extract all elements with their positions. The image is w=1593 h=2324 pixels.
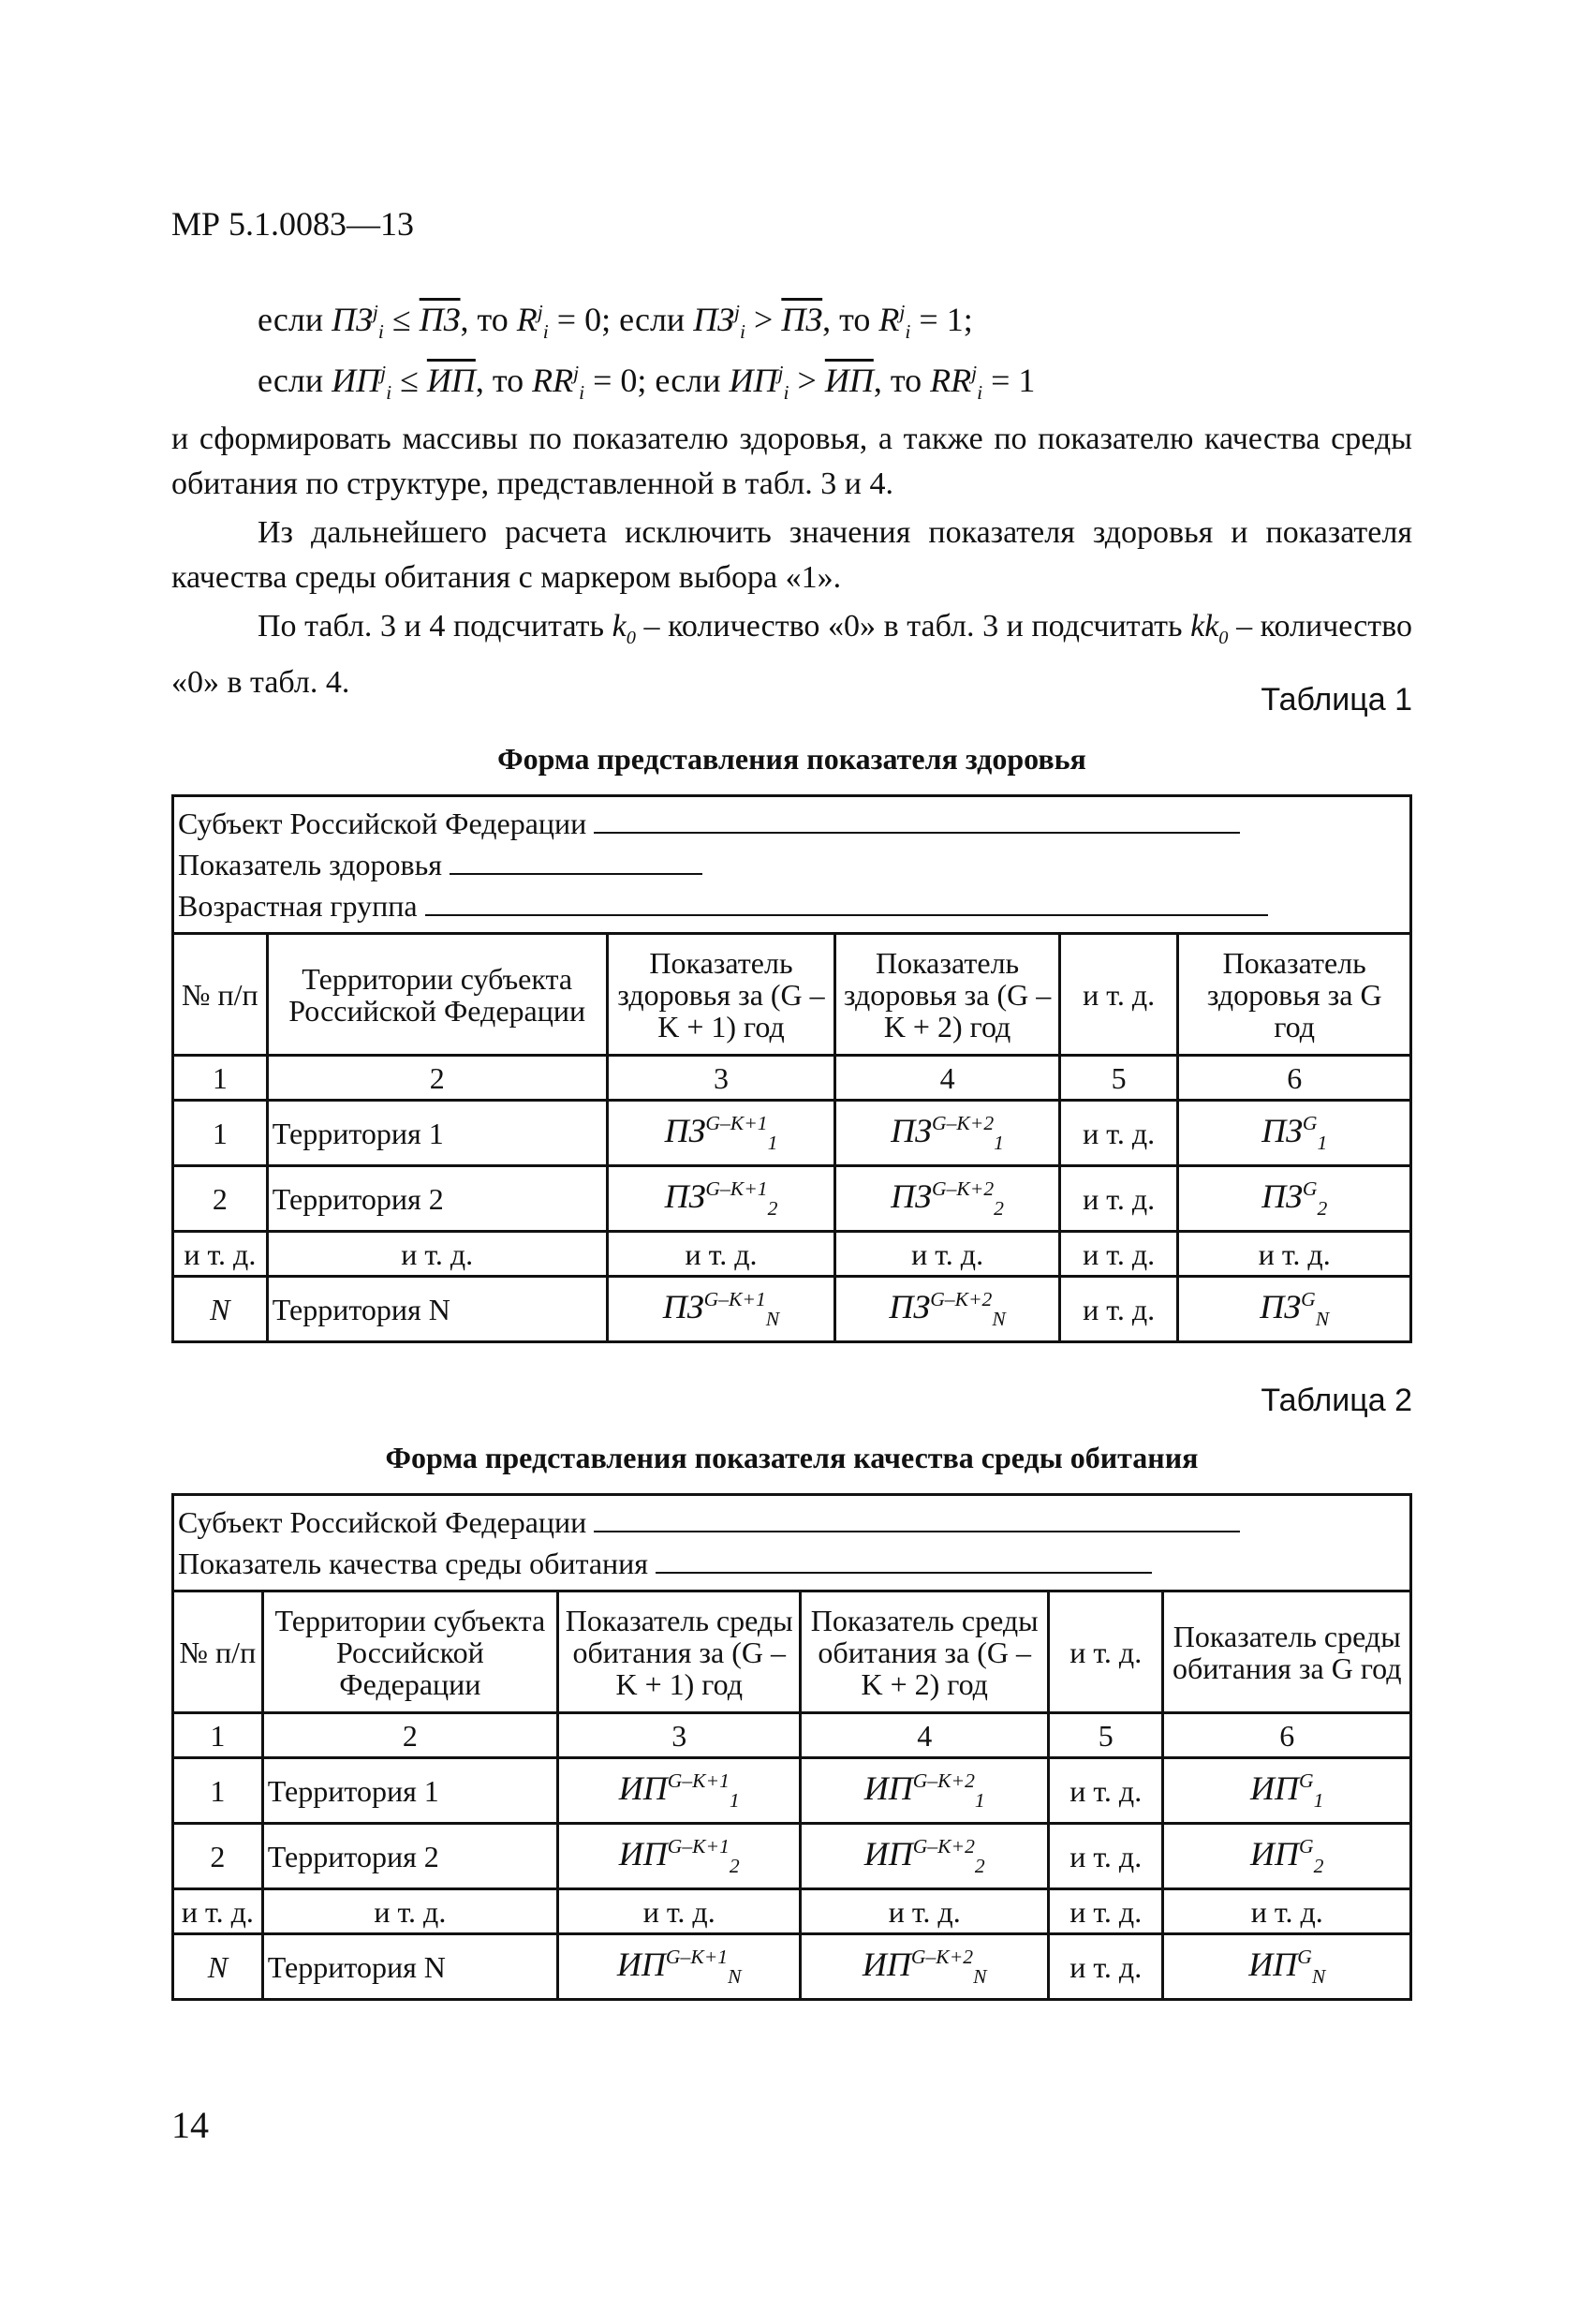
col-header: и т. д. [1059,934,1178,1056]
col-number: 3 [557,1713,801,1758]
table-2-label: Таблица 2 [1261,1383,1412,1418]
formula-operator: > [754,301,774,338]
col-number: 6 [1178,1056,1411,1101]
table-1-col-number-row [173,1056,1411,1101]
territory-cell: Территория 1 [262,1758,557,1824]
row-number: N [173,1277,268,1342]
table-1-label: Таблица 1 [1261,682,1412,718]
indicator-cell: $ПЗ^G_N$ [1178,1277,1411,1342]
table-row [173,1824,1411,1889]
table-row-etc [173,1232,1411,1277]
etc-cell: и т. д. [173,1232,268,1277]
indicator-cell: $ПЗ^{G-K+1}_1$ [607,1101,835,1166]
row-number: 2 [173,1166,268,1232]
formula-word: если [258,362,324,399]
col-header: № п/п [173,1591,263,1713]
formula-word: , то [822,301,871,338]
formula-symbol: $RR^j_i$ [930,362,983,405]
formula-operator: > [797,362,817,399]
etc-cell: и т. д. [1048,1934,1163,2000]
table-2-caption: Форма представления показателя качества среды обитания [385,1441,1199,1474]
col-header: и т. д. [1048,1591,1163,1713]
col-number: 2 [267,1056,607,1101]
row-number: 1 [173,1758,263,1824]
etc-cell: и т. д. [262,1889,557,1934]
indicator-cell: $ИП^{G-K+1}_N$ [557,1934,801,2000]
col-number: 4 [835,1056,1060,1101]
col-header: Территории субъекта Российской Федерации [267,934,607,1056]
row-number: 2 [173,1824,263,1889]
etc-cell: и т. д. [1059,1277,1178,1342]
etc-cell: и т. д. [557,1889,801,1934]
formula-mean: ПЗ [419,301,461,338]
formula-symbol: $ПЗ^j_i$ [332,301,384,344]
col-header: Показатель здоровья за (G – K + 2) год [835,934,1060,1056]
col-header: № п/п [173,934,268,1056]
etc-cell: и т. д. [1048,1889,1163,1934]
etc-cell: и т. д. [1178,1232,1411,1277]
indicator-cell: $ИП^G_2$ [1163,1824,1411,1889]
table-row [173,1101,1411,1166]
col-number: 5 [1059,1056,1178,1101]
indicator-cell: $ИП^{G-K+1}_1$ [557,1758,801,1824]
indicator-cell: $ПЗ^{G-K+1}_2$ [607,1166,835,1232]
table-1-caption: Форма представления показателя здоровья [497,742,1086,776]
indicator-cell: $ПЗ^{G-K+2}_1$ [835,1101,1060,1166]
etc-cell: и т. д. [1048,1824,1163,1889]
formula-symbol: $R^j_i$ [878,301,911,344]
formula-word: если [258,301,324,338]
table-2 [171,1493,1412,2001]
col-header: Территории субъекта Российской Федерации [262,1591,557,1713]
indicator-cell: $ИП^{G-K+2}_N$ [801,1934,1048,2000]
paragraph-2: Из дальнейшего расчета исключить значения показателя здоровья и показателя качества среды обитания с маркером выбора «1». [171,515,1412,595]
col-header: Показатель здоровья за (G – K + 1) год [607,934,835,1056]
paragraph-3: По табл. 3 и 4 подсчитать $k_0$ – количество «0» в табл. 3 и подсчитать $kk_0$ – количество «0» в табл. 4. [171,609,1412,700]
col-number: 1 [173,1056,268,1101]
formula-mean: ИП [426,362,476,399]
etc-cell: и т. д. [1163,1889,1411,1934]
indicator-cell: $ИП^{G-K+2}_1$ [801,1758,1048,1824]
table-1-head-block: Субъект Российской Федерации Показатель здоровья Возрастная группа [173,796,1411,934]
table-2-col-header-row [173,1591,1411,1713]
col-header: Показатель среды обитания за G год [1163,1591,1411,1713]
document-code: МР 5.1.0083—13 [171,205,415,243]
indicator-cell: $ПЗ^G_1$ [1178,1101,1411,1166]
col-header: Показатель здоровья за G год [1178,934,1411,1056]
table-2-head-block: Субъект Российской Федерации Показатель качества среды обитания [173,1495,1411,1591]
indicator-cell: $ПЗ^{G-K+1}_N$ [607,1277,835,1342]
formula-value: = 0; [548,301,612,338]
col-number: 2 [262,1713,557,1758]
col-number: 3 [607,1056,835,1101]
etc-cell: и т. д. [1059,1232,1178,1277]
indicator-cell: $ПЗ^G_2$ [1178,1166,1411,1232]
indicator-cell: $ИП^G_N$ [1163,1934,1411,2000]
formula-word: , то [475,362,524,399]
indicator-cell: $ИП^{G-K+1}_2$ [557,1824,801,1889]
formula-value: = 0; [584,362,647,399]
row-number: N [173,1934,263,2000]
formula-value: = 1; [910,301,973,338]
territory-cell: Территория 1 [267,1101,607,1166]
etc-cell: и т. д. [1059,1101,1178,1166]
formula-word: , то [460,301,509,338]
formula-symbol: $ИП^j_i$ [332,362,392,405]
etc-cell: и т. д. [173,1889,263,1934]
table-row-etc [173,1889,1411,1934]
territory-cell: Территория N [267,1277,607,1342]
etc-cell: и т. д. [1059,1166,1178,1232]
indicator-cell: $ИП^G_1$ [1163,1758,1411,1824]
col-number: 1 [173,1713,263,1758]
formula-symbol: $RR^j_i$ [532,362,585,405]
formula-operator: ≤ [400,362,419,399]
indicator-cell: $ПЗ^{G-K+2}_N$ [835,1277,1060,1342]
formula-word: если [619,301,686,338]
etc-cell: и т. д. [1048,1758,1163,1824]
formula-symbol: $ИП^j_i$ [729,362,789,405]
row-number: 1 [173,1101,268,1166]
formula-operator: ≤ [391,301,411,338]
formula-line-2 [258,361,1035,405]
etc-cell: и т. д. [267,1232,607,1277]
formula-word: , то [873,362,922,399]
table-2-col-number-row [173,1713,1411,1758]
territory-cell: Территория 2 [267,1166,607,1232]
formula-line-1 [258,300,973,344]
formula-mean: ИП [824,362,874,399]
formula-word: если [655,362,721,399]
formula-mean: ПЗ [781,301,823,338]
col-header: Показатель среды обитания за (G – K + 2) год [801,1591,1048,1713]
etc-cell: и т. д. [801,1889,1048,1934]
etc-cell: и т. д. [607,1232,835,1277]
col-number: 6 [1163,1713,1411,1758]
formula-value: = 1 [982,362,1036,399]
table-1-head-block-row [173,796,1411,934]
table-2-head-block-row [173,1495,1411,1591]
table-row [173,1758,1411,1824]
table-1-col-header-row [173,934,1411,1056]
formula-symbol: $ПЗ^j_i$ [693,301,746,344]
col-header: Показатель среды обитания за (G – K + 1) год [557,1591,801,1713]
table-1 [171,794,1412,1343]
col-number: 5 [1048,1713,1163,1758]
page-number: 14 [171,2104,209,2146]
paragraph-1: и сформировать массивы по показателю здоровья, а также по показателю качества среды обитания по структуре, представленной в табл. 3 и 4. [171,422,1412,501]
formula-symbol: $R^j_i$ [516,301,549,344]
table-row [173,1934,1411,2000]
territory-cell: Территория 2 [262,1824,557,1889]
col-number: 4 [801,1713,1048,1758]
etc-cell: и т. д. [835,1232,1060,1277]
indicator-cell: $ПЗ^{G-K+2}_2$ [835,1166,1060,1232]
table-row [173,1277,1411,1342]
territory-cell: Территория N [262,1934,557,2000]
table-row [173,1166,1411,1232]
indicator-cell: $ИП^{G-K+2}_2$ [801,1824,1048,1889]
